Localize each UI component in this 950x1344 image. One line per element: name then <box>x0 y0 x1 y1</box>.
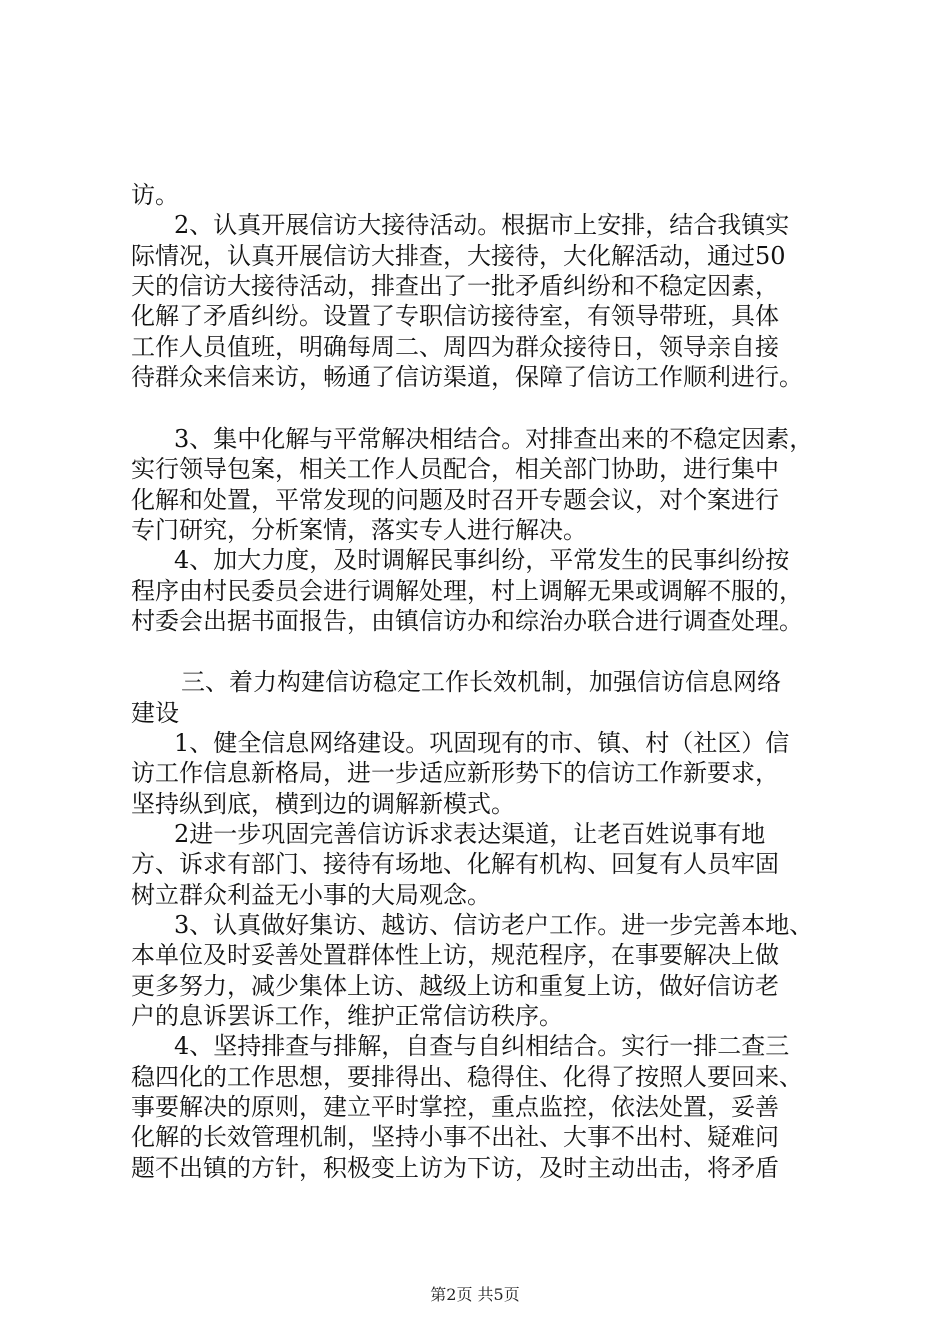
text-line: 事要解决的原则，建立平时掌控，重点监控，依法处置，妥善 <box>131 1093 779 1121</box>
paragraph-start: 1、健全信息网络建设。巩固现有的市、镇、村（社区）信 <box>174 729 790 757</box>
text-line: 际情况，认真开展信访大排查，大接待，大化解活动，通过50 <box>131 242 786 270</box>
text-line: 更多努力，减少集体上访、越级上访和重复上访，做好信访老 <box>131 972 779 1000</box>
paragraph-start: 2、认真开展信访大接待活动。根据市上安排，结合我镇实 <box>174 211 790 239</box>
text-line: 天的信访大接待活动，排查出了一批矛盾纠纷和不稳定因素， <box>131 272 779 300</box>
paragraph-start: 3、集中化解与平常解决相结合。对排查出来的不稳定因素， <box>174 425 814 453</box>
page-footer: 第2页 共5页 <box>430 1285 520 1304</box>
text-line: 专门研究，分析案情，落实专人进行解决。 <box>131 516 587 544</box>
text-line: 树立群众利益无小事的大局观念。 <box>131 881 491 909</box>
text-line: 本单位及时妥善处置群体性上访，规范程序，在事要解决上做 <box>131 941 779 969</box>
text-line: 稳四化的工作思想，要排得出、稳得住、化得了按照人要回来、 <box>131 1063 803 1091</box>
paragraph-start: 4、坚持排查与排解，自查与自纠相结合。实行一排二查三 <box>174 1032 790 1060</box>
section-heading: 三、着力构建信访稳定工作长效机制，加强信访信息网络 <box>181 668 781 696</box>
text-line: 访工作信息新格局，进一步适应新形势下的信访工作新要求， <box>131 759 779 787</box>
text-line: 村委会出据书面报告，由镇信访办和综治办联合进行调查处理。 <box>131 607 803 635</box>
text-line: 实行领导包案，相关工作人员配合，相关部门协助，进行集中 <box>131 455 779 483</box>
section-heading-cont: 建设 <box>131 699 179 727</box>
paragraph-start: 2进一步巩固完善信访诉求表达渠道，让老百姓说事有地 <box>174 820 766 848</box>
text-line: 化解和处置，平常发现的问题及时召开专题会议，对个案进行 <box>131 486 779 514</box>
text-line: 程序由村民委员会进行调解处理，村上调解无果或调解不服的， <box>131 577 803 605</box>
text-line: 户的息诉罢诉工作，维护正常信访秩序。 <box>131 1002 563 1030</box>
text-line: 坚持纵到底，横到边的调解新模式。 <box>131 790 515 818</box>
text-line: 待群众来信来访，畅通了信访渠道，保障了信访工作顺利进行。 <box>131 363 803 391</box>
text-line: 方、诉求有部门、接待有场地、化解有机构、回复有人员牢固 <box>131 850 779 878</box>
paragraph-start: 3、认真做好集访、越访、信访老户工作。进一步完善本地、 <box>174 911 814 939</box>
text-line: 工作人员值班，明确每周二、周四为群众接待日，领导亲自接 <box>131 333 779 361</box>
text-line: 题不出镇的方针，积极变上访为下访，及时主动出击，将矛盾 <box>131 1154 779 1182</box>
paragraph-start: 4、加大力度，及时调解民事纠纷，平常发生的民事纠纷按 <box>174 546 790 574</box>
text-line: 化解的长效管理机制，坚持小事不出社、大事不出村、疑难问 <box>131 1123 779 1151</box>
text-line: 访。 <box>131 181 179 209</box>
text-line: 化解了矛盾纠纷。设置了专职信访接待室，有领导带班，具体 <box>131 302 779 330</box>
